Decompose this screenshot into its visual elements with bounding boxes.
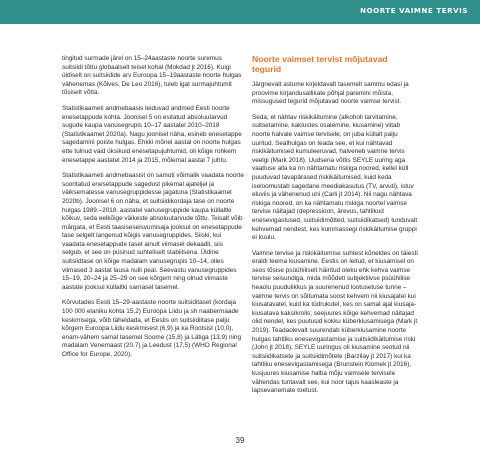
right-column	[252, 55, 418, 403]
body-paragraph: Seda, et nähtav riskikäitumine (alkoholi tarvitamine, suitsetamine, kaklustes osalemine, kiusamine) viitab noorte halvale vaimse tervisele, on juba küllalt palju uuritud. Sealhulgas on teada see, et kui nähtavad riskikäitumised kumuleeruvad, halveneb vaimne tervis veelgi (Mark 2018). Uudsena võttis SEYLE uuring aga vaatluse alla ka nn nähtamatu riskiga noored, kellel küll puuduvad tavapärased riskikäitumised, kuid keda iseloomustab sagedane meediakasutus (TV, arvuti), istuv eluviis ja vähenenud uni (Carli jt 2014). Nii nagu nähtava riskiga noored, on ka nähtamatu riskiga noortel vaimse tervise näitajad (depressioon, ärevus, tahtlikud enesevigastused, suitsiidimõtted, suitsiidikatsed) tunduvalt kehvemad nendest, kes kummassegi riskikäitumise gruppi ei kuulu.	[252, 113, 418, 242]
body-paragraph: Kõrvutades Eesti 15–29-aastaste noorte suitsiditaset (kordaja 100 000 elaniku kohta 15,2) Euroopa Liidu ja sh naabermaade keskmisega, võib täheldada, et Eestis on suitsiidiitase palju kõrgem Euroopa Liidu keskmisest (6,9) ja ka Rootsist (10,0), enam-vähem samal tasemel Soome (15,8) ja Lätiga (13,9) ning madalam Venemaast (20,7) ja Leedust (17,5) (WHO Regional Office for Europe, 2020).	[62, 299, 242, 358]
body-paragraph: Järgnevalt astume kirjeldavalt tasemelt sammu edasi ja proovime kirjandusallikate põhjal paremini mõista, missugused tegurid mõjutavad noorte vaimse tervist.	[252, 81, 409, 106]
body-paragraph: tingitud surmade järel on 15–24aastaste noorte suremus suitsiidi tõttu globaalselt teisel kohal (Mokdad jt 2016). Kuigi üldiselt on suitsiidide arv Euroopa 15–19aastaste noorte hulgas vähenemas (Kõlves, De Leo 2016), tuleb igat surmajuhtumit tõsiselt võtta.	[62, 55, 242, 97]
running-header-title: NOORTE VAIMNE TERVIS	[360, 7, 468, 15]
left-column	[62, 55, 244, 367]
body-paragraph: Statistikaameti andmebaasis leiduvad andmed Eesti noorte enesetappude kohta. Joonisel 5 on esitatud absoluutarvud sugude kaupa vanusegrupis 10–17 aastatel 2010–2018 (Statistikaamet 2020a). Nagu joonisel näha, esineb enesetappe sagedamini poiste hulgas. Ehkki mõnel aastal on noorte hulgas ette tulnud vaid üksikuid enesetapujuhtumid, oli kõige rohkem enesetappe aastatel 2014 ja 2015, mõlemal aastal 7 juhtu.	[62, 104, 242, 164]
header-bar	[0, 0, 480, 24]
body-paragraph: Vaimne tervise ja riskikäitumise suhtest kõneldes on täiesti eraldi teema kiusamine. Eestis on leitud, et kiusamisel on seos tõsise psüühiliselt häiritud oleku ehk kehva vaimse tervise seisundiga, mida mõõdeti subjektiivse psüühilise heaolu puudulikkus ja suurenenud lootusetuse tunne – vaimne tervis on sõltumata soost kehvem nii kiusajatel kui kiusatavatel, kuid ka tüdrukutel, kes on samal ajal kiusaja-kiusatava kaksikrolis; seejuures kõige kehvemad näitajad olid nendel, kes puutusid kokku küberkiusamisega (Mark jt 2019). Teadaolevalt suurendab küberkiusamine noorte hulgas tahtliku enesevigastamise ja suitsiidikäitumise riski (John jt 2018). SEYLE uuringus oli kiusamine seotud nii suitsiidikatsete ja suitsiidimõtete (Barzilay jt 2017) kui ka tahtliku enesevigastamisega (Brunstein Klomek jt 2016), kusjuures kiusamise halba mõju vaimsele tervisele vähendas tuntavalt see, kui noor tajus kaasleaste ja lapsevanemate toetust.	[252, 249, 418, 395]
body-paragraph: Statistikaameti andmebaasist on samuti võimalik vaadata noorte sooritatud enesetappude sagedust pikemal ajateljel ja väiksematesse vanusegruppidesse jagatuna (Statistikaamet 2020b). Joonisel 6 on näha, et suitsiidikordaja tase on noorte hulgas 1989.–2018. aastatel vanusegruppide kaupa küllaltki kõikuv, seda eelkõige väikeste absoluutarvude tõttu. Teisalt võib märgata, et Eesti taasiseseisvumisaja jooksul on enesetappude tase selgelt langenud kõigis vanusegruppides. Siiski, kui vaadata enesetappude taset ainult viimasel dekaadil, siis selgub, et see on püsinud suhteliselt stabiilsena. Üldine suitsiidtase on kõige madalam vanusegrupis 10–14, olles viimased 3 aastat lausa nulli peal. Seevastu vanusegruppides 15–19, 20–24 ja 25–29 on see kõrgem ning olnud viimaste aastate jooksul küllaltki sarnasel tasemel.	[62, 172, 244, 291]
section-heading: Noorte vaimset tervist mõjutavad tegurid	[252, 54, 388, 74]
page-number: 39	[235, 436, 245, 445]
